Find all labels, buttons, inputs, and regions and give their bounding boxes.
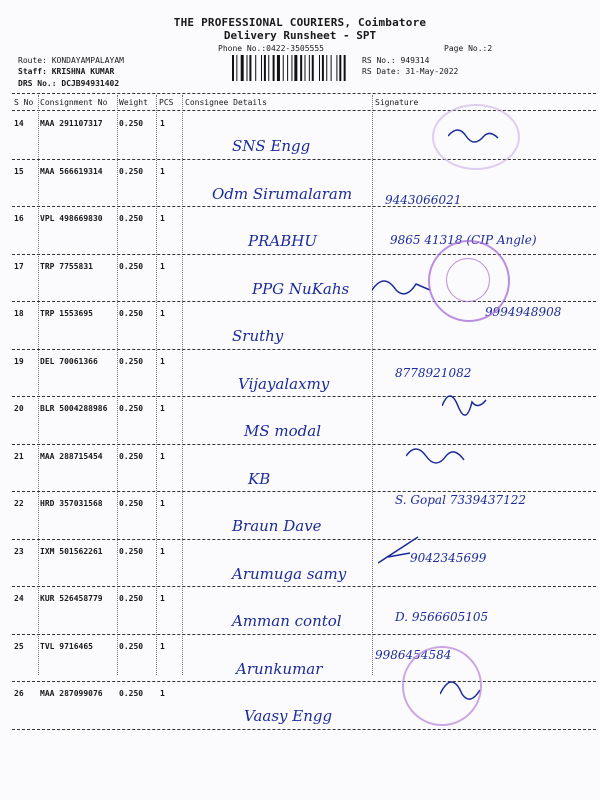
col-header-signature: Signature — [375, 98, 419, 107]
row-pcs: 1 — [160, 119, 165, 128]
row-weight: 0.250 — [119, 546, 144, 556]
row-weight: 0.250 — [119, 641, 144, 651]
row-signature: 9042345699 — [410, 550, 487, 565]
row-sno: 20 — [14, 404, 24, 413]
row-sno: 22 — [14, 499, 24, 508]
row-consignment: MAA 566619314 — [40, 166, 103, 176]
row-weight: 0.250 — [119, 451, 144, 461]
row-consignment: BLR 5004288986 — [40, 404, 108, 413]
col-divider — [38, 95, 39, 675]
header-rs-no: RS No.: 949314 — [362, 56, 430, 65]
row-weight: 0.250 — [119, 214, 144, 223]
header-rule-top — [12, 93, 596, 94]
row-weight: 0.250 — [119, 309, 144, 318]
row-consignment: TRP 1553695 — [40, 309, 93, 318]
row-consignee: KB — [248, 469, 271, 488]
row-pcs: 1 — [160, 499, 165, 508]
row-sno: 18 — [14, 309, 24, 318]
row-consignment: KUR 526458779 — [40, 594, 103, 603]
row-sno: 15 — [14, 166, 24, 176]
row-consignment: TVL 9716465 — [40, 641, 93, 651]
row-consignment: VPL 498669830 — [40, 214, 103, 223]
row-consignee: SNS Engg — [232, 137, 311, 155]
row-weight: 0.250 — [119, 261, 144, 271]
row-separator — [12, 301, 596, 302]
col-divider — [182, 95, 183, 675]
row-pcs: 1 — [160, 641, 165, 651]
header-route: Route: KONDAYAMPALAYAM — [18, 56, 124, 65]
row-separator — [12, 634, 596, 635]
row-weight: 0.250 — [119, 356, 144, 366]
row-consignment: MAA 291107317 — [40, 119, 103, 128]
row-consignee: Sruthy — [232, 327, 284, 345]
row-consignment: TRP 7755831 — [40, 261, 93, 271]
row-weight: 0.250 — [119, 166, 144, 176]
row-pcs: 1 — [160, 546, 165, 556]
col-header-consignment: Consignment No — [40, 98, 108, 107]
company-stamp — [402, 646, 482, 726]
row-signature: 8778921082 — [395, 365, 472, 380]
signature-scribble — [442, 394, 512, 430]
row-consignment: IXM 501562261 — [40, 546, 103, 556]
row-signature: 9994948908 — [485, 305, 562, 319]
row-signature: 9865 41318 (CIP Angle) — [390, 233, 537, 247]
row-consignee: PPG NuKahs — [252, 279, 350, 298]
row-consignee: Odm Sirumalaram — [212, 184, 353, 203]
row-consignment: MAA 288715454 — [40, 451, 103, 461]
col-header-sno: S No — [14, 98, 34, 107]
row-weight: 0.250 — [119, 119, 144, 128]
row-consignee: Arunkumar — [236, 659, 323, 678]
row-pcs: 1 — [160, 356, 165, 366]
header-staff: Staff: KRISHNA KUMAR — [18, 67, 115, 76]
row-separator — [12, 206, 596, 207]
row-pcs: 1 — [160, 404, 165, 413]
row-consignment: MAA 287099076 — [40, 689, 103, 698]
row-separator — [12, 444, 596, 445]
header-rs-date: RS Date: 31-May-2022 — [362, 67, 459, 76]
row-pcs: 1 — [160, 309, 165, 318]
row-separator — [12, 729, 596, 730]
row-separator — [12, 349, 596, 350]
header-page: Page No.:2 — [444, 44, 493, 53]
row-consignee: Amman contol — [232, 612, 342, 630]
company-stamp-inner — [446, 258, 490, 302]
row-consignment: HRD 357031568 — [40, 499, 103, 508]
row-consignment: DEL 70061366 — [40, 356, 98, 366]
signature-scribble — [378, 535, 448, 571]
header-drs: DRS No.: DCJB94931402 — [18, 79, 120, 88]
row-consignee: Vijayalaxmy — [238, 374, 330, 393]
row-pcs: 1 — [160, 261, 165, 271]
row-separator — [12, 586, 596, 587]
col-header-consignee: Consignee Details — [185, 98, 267, 107]
row-weight: 0.250 — [119, 594, 144, 603]
row-sno: 26 — [14, 689, 24, 698]
row-weight: 0.250 — [119, 404, 144, 413]
row-consignee: Vaasy Engg — [244, 707, 333, 725]
row-signature: 9443066021 — [385, 192, 462, 207]
row-consignee: Arumuga samy — [232, 564, 347, 583]
row-signature: S. Gopal 7339437122 — [395, 493, 527, 507]
row-sno: 19 — [14, 356, 24, 366]
row-sno: 14 — [14, 119, 24, 128]
row-weight: 0.250 — [119, 499, 144, 508]
row-consignee: Braun Dave — [232, 517, 322, 535]
row-pcs: 1 — [160, 451, 165, 461]
row-sno: 21 — [14, 451, 24, 461]
row-pcs: 1 — [160, 594, 165, 603]
row-consignee: MS modal — [244, 422, 321, 440]
row-separator — [12, 491, 596, 492]
row-pcs: 1 — [160, 689, 165, 698]
header-phone: Phone No.:0422-3505555 — [218, 44, 324, 53]
row-pcs: 1 — [160, 166, 165, 176]
row-pcs: 1 — [160, 214, 165, 223]
col-header-weight: Weight — [119, 98, 148, 107]
row-separator — [12, 539, 596, 540]
col-divider — [117, 95, 118, 675]
row-weight: 0.250 — [119, 689, 144, 698]
header-title: THE PROFESSIONAL COURIERS, Coimbatore — [173, 16, 427, 29]
header-rule-bottom — [12, 110, 596, 111]
col-header-pcs: PCS — [159, 98, 174, 107]
row-consignee: PRABHU — [248, 232, 317, 250]
row-signature: 9986454584 — [375, 647, 452, 662]
row-separator — [12, 254, 596, 255]
barcode — [232, 55, 352, 81]
row-sno: 24 — [14, 594, 24, 603]
col-divider — [372, 95, 373, 675]
header-subtitle: Delivery Runsheet - SPT — [223, 29, 377, 42]
signature-stamp — [432, 104, 520, 170]
signature-scribble — [406, 446, 476, 482]
col-divider — [156, 95, 157, 675]
row-sno: 16 — [14, 214, 24, 223]
row-sno: 17 — [14, 261, 24, 271]
row-sno: 23 — [14, 546, 24, 556]
row-signature: D. 9566605105 — [395, 610, 489, 624]
row-sno: 25 — [14, 641, 24, 651]
